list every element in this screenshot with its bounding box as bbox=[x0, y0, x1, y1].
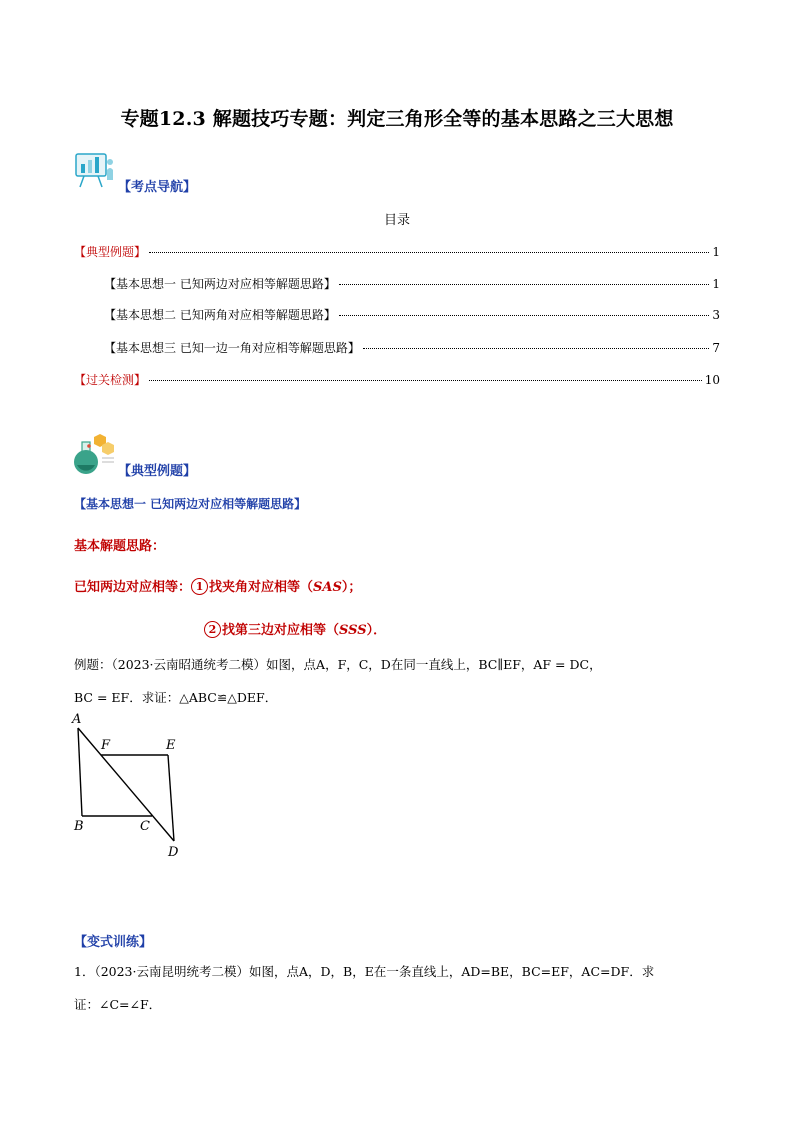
example-text-line2: BC = EF．求证：△ABC≌△DEF． bbox=[74, 690, 278, 705]
toc-heading: 目录 bbox=[383, 213, 410, 228]
section-label: 【典型例题】 bbox=[118, 464, 197, 479]
label-a: A bbox=[72, 712, 82, 727]
toc-label: 【基本思想一 已知两边对应相等解题思路】 bbox=[104, 277, 336, 291]
toc-label: 【基本思想三 已知一边一角对应相等解题思路】 bbox=[104, 341, 360, 355]
toc-dots bbox=[363, 348, 710, 349]
circled-number: 1 bbox=[191, 578, 208, 595]
question1-line1: 1．（2023·云南昆明统考二模）如图，点A，D，B，E在一条直线上，AD=BE，BC=EF，AC=DF．求 bbox=[74, 964, 655, 979]
toc-page: 3 bbox=[712, 308, 720, 322]
toc-row-check[interactable] bbox=[74, 371, 720, 388]
example-text-line1: 例题：（2023·云南昭通统考二模）如图，点A，F，C，D在同一直线上，BC∥EF，AF = DC， bbox=[74, 657, 602, 672]
segment-ad bbox=[78, 728, 174, 841]
toc-dots bbox=[339, 315, 710, 316]
toc-row-thought2[interactable] bbox=[104, 306, 720, 323]
flask-icon bbox=[72, 432, 116, 476]
toc-row-thought3[interactable] bbox=[104, 339, 720, 356]
thought1-heading: 【基本思想一 已知两边对应相等解题思路】 bbox=[74, 497, 307, 511]
toc-dots bbox=[339, 284, 710, 285]
label-c: C bbox=[140, 819, 150, 834]
triangle-figure bbox=[64, 708, 194, 858]
toc-page: 1 bbox=[712, 245, 720, 259]
segment-ed bbox=[168, 755, 174, 841]
variant-training-label: 【变式训练】 bbox=[74, 935, 153, 950]
toc-page: 1 bbox=[712, 277, 720, 291]
toc-dots bbox=[149, 380, 702, 381]
rule-sas bbox=[74, 576, 361, 595]
toc-row-thought1[interactable] bbox=[104, 275, 720, 292]
label-b: B bbox=[74, 819, 84, 834]
rule-abbr: SAS bbox=[313, 580, 342, 595]
nav-label: 【考点导航】 bbox=[118, 180, 197, 195]
rule-abbr: SSS bbox=[339, 623, 367, 638]
rule-suffix: ）； bbox=[341, 580, 362, 595]
toc-label: 【过关检测】 bbox=[74, 373, 147, 387]
label-e: E bbox=[166, 738, 176, 753]
rule-text: 找第三边对应相等（ bbox=[222, 623, 340, 638]
rule-text: 找夹角对应相等（ bbox=[209, 580, 314, 595]
rule-prefix: 已知两边对应相等： bbox=[74, 580, 192, 595]
segment-ab bbox=[78, 728, 82, 816]
rule-suffix: ）． bbox=[366, 623, 387, 638]
toc-row-typical[interactable] bbox=[74, 243, 720, 260]
label-f: F bbox=[101, 738, 111, 753]
rule-sss bbox=[204, 619, 386, 638]
label-d: D bbox=[168, 845, 179, 858]
toc-page: 10 bbox=[704, 373, 720, 387]
circled-number: 2 bbox=[204, 621, 221, 638]
toc-label: 【典型例题】 bbox=[74, 245, 147, 259]
page-title: 专题12.3 解题技巧专题：判定三角形全等的基本思路之三大思想 bbox=[120, 108, 674, 130]
toc-dots bbox=[149, 252, 709, 253]
toc-label: 【基本思想二 已知两角对应相等解题思路】 bbox=[104, 308, 336, 322]
basic-approach-label: 基本解题思路： bbox=[74, 539, 166, 554]
presentation-board-icon bbox=[72, 150, 116, 190]
toc-page: 7 bbox=[712, 341, 720, 355]
question1-line2: 证：∠C=∠F． bbox=[74, 997, 162, 1012]
